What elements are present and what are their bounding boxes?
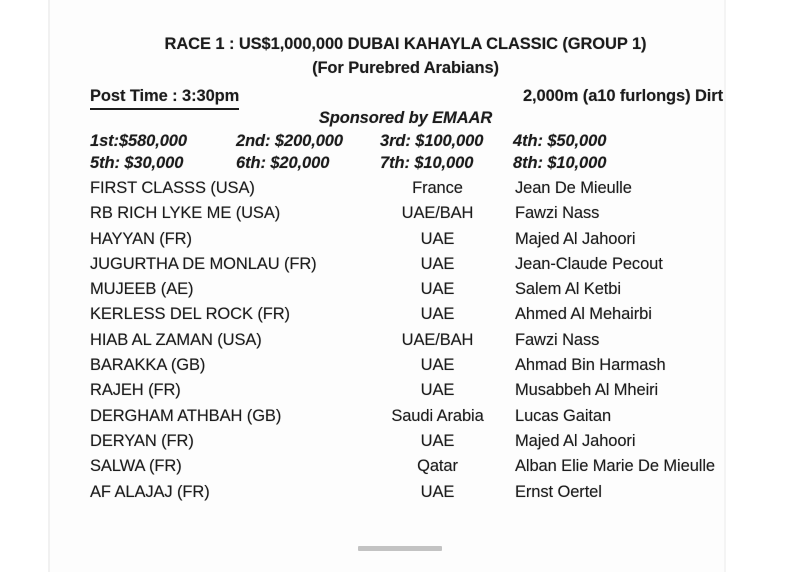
prize-cell: 8th: $10,000 [513,154,607,172]
prize-cell: 7th: $10,000 [380,154,474,172]
prize-cell: 4th: $50,000 [513,132,607,150]
sponsor-line: Sponsored by EMAAR [318,109,493,127]
trainer-name: Fawzi Nass [515,330,600,349]
horse-name: RAJEH (FR) [90,381,181,400]
horse-name: FIRST CLASSS (USA) [90,179,255,197]
entry-row [88,378,723,403]
horse-name: AF ALAJAJ (FR) [90,482,210,501]
prize-cell: 5th: $30,000 [90,154,184,172]
entry-row [88,201,723,226]
trainer-name: Fawzi Nass [515,204,600,223]
trainer-name: Alban Elie Marie De Mieulle [515,457,715,476]
distance-surface: 2,000m (a10 furlongs) Dirt [522,87,723,105]
prize-cell: 6th: $20,000 [236,154,330,172]
trainer-name: Ernst Oertel [515,482,602,501]
representing-country: France [412,179,463,197]
trainer-name: Lucas Gaitan [515,406,612,425]
trainer-name: Majed Al Jahoori [515,229,636,248]
representing-country: UAE/BAH [401,330,474,349]
entry-row [88,454,723,479]
horse-name: MUJEEB (AE) [90,280,194,299]
representing-country: UAE [420,482,455,501]
horse-name: HIAB AL ZAMAN (USA) [90,330,262,349]
entries-table [88,176,723,505]
post-time: Post Time : 3:30pm [90,84,239,110]
trainer-name: Musabbeh Al Mheiri [515,381,659,400]
horse-name: BARAKKA (GB) [90,356,206,375]
race-title: RACE 1 : US$1,000,000 DUBAI KAHAYLA CLASSIC (GROUP 1) [164,35,647,53]
horse-name: JUGURTHA DE MONLAU (FR) [90,254,317,273]
trainer-name: Ahmad Bin Harmash [515,356,666,375]
trainer-name: Jean-Claude Pecout [515,254,663,273]
entry-row [88,302,723,327]
horse-name: KERLESS DEL ROCK (FR) [90,305,290,324]
prize-cell: 2nd: $200,000 [236,132,343,150]
prize-row [88,130,723,152]
entry-row [88,328,723,353]
bottom-divider [358,546,442,551]
entry-row [88,176,723,201]
entry-row [88,353,723,378]
representing-country: UAE [420,305,455,324]
post-time-row [88,84,723,108]
race-subtitle: (For Purebred Arabians) [312,59,499,77]
prize-row [88,152,723,174]
horse-name: HAYYAN (FR) [90,229,192,248]
entry-row [88,227,723,252]
entry-row [88,404,723,429]
representing-country: Saudi Arabia [391,406,484,425]
horse-name: SALWA (FR) [90,457,182,476]
representing-country: UAE [420,254,455,273]
prize-cell: 1st:$580,000 [90,132,187,150]
representing-country: UAE/BAH [401,204,474,223]
horse-name: RB RICH LYKE ME (USA) [90,204,281,223]
representing-country: Qatar [417,457,458,476]
representing-country: UAE [420,280,455,299]
trainer-name: Majed Al Jahoori [515,431,636,450]
entry-row [88,252,723,277]
horse-name: DERGHAM ATHBAH (GB) [90,406,282,425]
representing-country: UAE [420,431,455,450]
trainer-name: Jean De Mieulle [515,179,632,197]
entry-row [88,480,723,505]
entry-row [88,277,723,302]
race-card-content [88,0,723,572]
prize-table [88,130,723,174]
representing-country: UAE [420,381,455,400]
representing-country: UAE [420,229,455,248]
trainer-name: Ahmed Al Mehairbi [515,305,652,324]
horse-name: DERYAN (FR) [90,431,194,450]
entry-row [88,429,723,454]
representing-country: UAE [420,356,455,375]
trainer-name: Salem Al Ketbi [515,280,621,299]
prize-cell: 3rd: $100,000 [380,132,484,150]
